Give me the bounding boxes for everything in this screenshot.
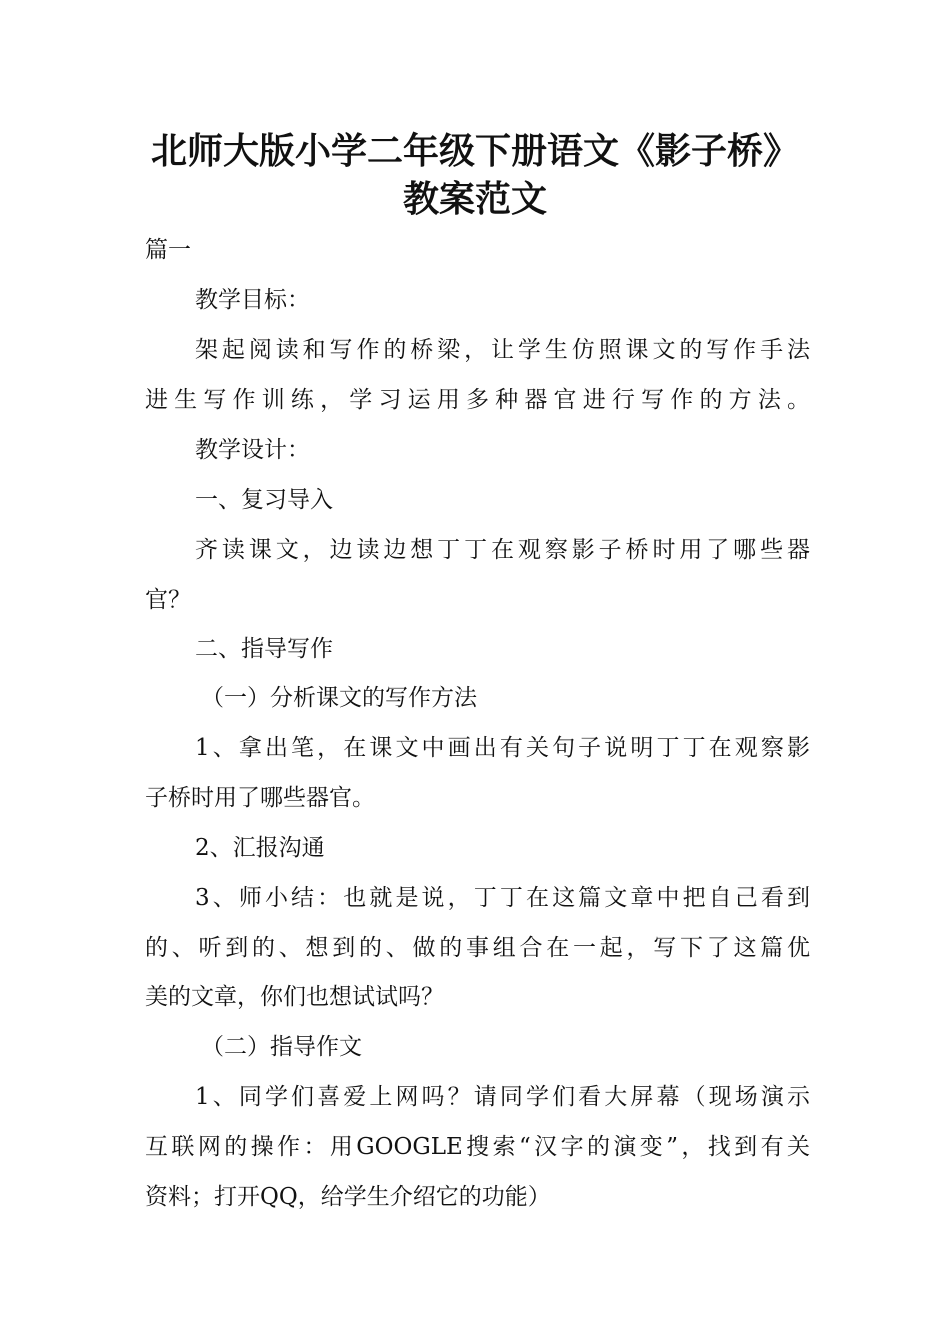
paragraph-line: 2、汇报沟通 [195,835,325,861]
document-title-line1: 北师大版小学二年级下册语文《影子桥》 [150,131,799,172]
paragraph-line: 进生写作训练，学习运用多种器官进行写作的方法。 [145,387,810,413]
paragraph-line: 一、复习导入 [195,487,333,513]
paragraph-line: 1、同学们喜爱上网吗？请同学们看大屏幕（现场演示 [195,1084,810,1110]
paragraph-line: 官？ [145,587,191,613]
paragraph-line: 教学目标： [195,287,310,313]
document-title-line2: 教案范文 [402,179,547,220]
paragraph-line: 美的文章，你们也想试试吗？ [145,984,444,1010]
paragraph-line: 1、拿出笔，在课文中画出有关句子说明丁丁在观察影 [195,735,810,761]
paragraph-line: 3、师小结：也就是说，丁丁在这篇文章中把自己看到 [195,885,810,911]
paragraph-line: 架起阅读和写作的桥梁，让学生仿照课文的写作手法 [195,337,810,363]
paragraph-line: 教学设计： [195,437,310,463]
paragraph-line: （一）分析课文的写作方法 [201,685,477,711]
paragraph-line: 互联网的操作：用GOOGLE搜索“汉字的演变”，找到有关 [145,1134,810,1160]
paragraph-line: 子桥时用了哪些器官。 [145,785,375,811]
paragraph-line: （二）指导作文 [201,1034,362,1060]
paragraph-line: 的、听到的、想到的、做的事组合在一起，写下了这篇优 [145,935,810,961]
section-heading: 篇一 [145,237,191,263]
paragraph-line: 二、指导写作 [195,636,333,662]
paragraph-line: 齐读课文，边读边想丁丁在观察影子桥时用了哪些器 [195,537,810,563]
paragraph-line: 资料；打开QQ，给学生介绍它的功能） [145,1184,551,1210]
